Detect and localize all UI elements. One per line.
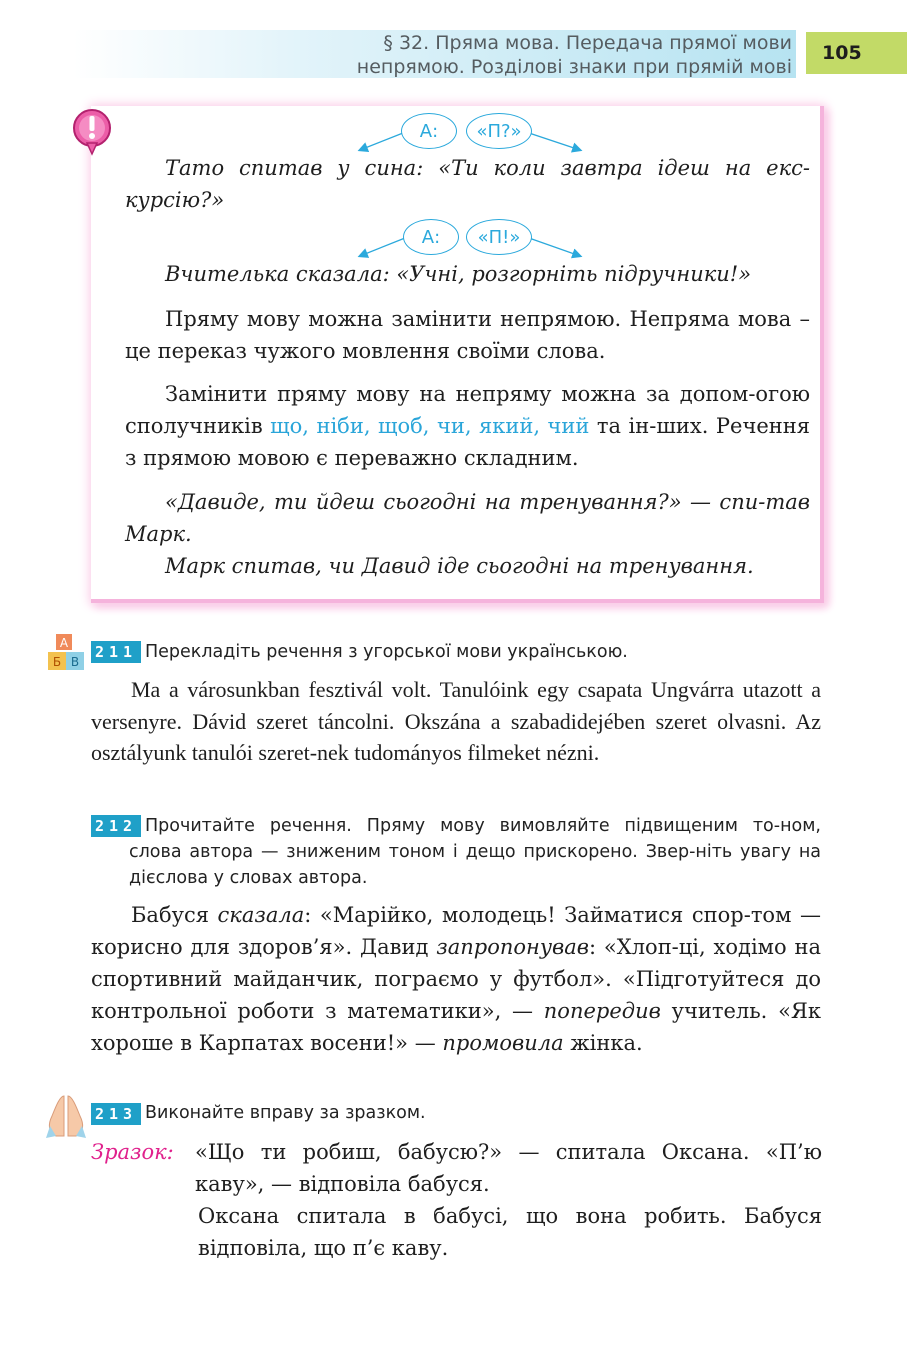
example-exclamation: Вчителька сказала: «Учні, розгорніть підручники!» [165, 262, 752, 286]
exercise-211-number: 211 [91, 641, 141, 663]
example-question: Тато спитав у сина: «Ти коли завтра ідеш на екс-курсію?» [125, 156, 810, 212]
section-title-line1: § 32. Пряма мова. Передача прямої мови [383, 32, 792, 54]
exercise-213-number: 213 [91, 1103, 141, 1125]
page-number: 105 [806, 32, 907, 74]
verb-suggested: запропонував [436, 935, 589, 959]
verb-warned: попередив [543, 999, 661, 1023]
conjunctions: що, ніби, щоб, чи, який, чий [270, 414, 590, 438]
section-title-line2: непрямою. Розділові знаки при прямій мові [356, 56, 792, 78]
sample-indirect: Оксана спитала в бабусі, що вона робить. Бабуся відповіла, що п’є каву. [198, 1204, 822, 1260]
sample-label: Зразок: [91, 1140, 174, 1164]
exercise-212-task: Прочитайте речення. Пряму мову вимовляйте підвищеним то-ном, слова автора — зниженим тоном і дещо прискорено. Звер-ніть увагу на дієслова у словах автора. [129, 816, 821, 888]
svg-text:В: В [70, 655, 80, 669]
rule-paragraph-1: Пряму мову можна замінити непрямою. Непряма мова – це переказ чужого мовлення своїми слова. [125, 307, 810, 363]
verb-uttered: промовила [442, 1031, 564, 1055]
section-title [192, 31, 792, 79]
verb-said: сказала [217, 903, 305, 927]
svg-text:Б: Б [52, 655, 62, 669]
svg-text:А: А [59, 636, 69, 650]
scheme1-speech-bubble: «П?» [466, 113, 532, 149]
exercise-212-text: Бабуся сказала: «Марійко, молодець! Займатися спор-том — корисно для здоров’я». Давид запропонував: «Хлоп-ці, ходімо на спортивний майданчик, пограємо у футбол». «Підготуйтеся до контрольної роботи з математики», — попередив учитель. «Як хороше в Карпатах восени!» — промовила жінка. [91, 903, 821, 1055]
scheme2-speech-bubble: «П!» [466, 219, 532, 255]
abc-blocks-icon [46, 632, 86, 674]
praying-hands-icon [42, 1090, 90, 1140]
scheme2-author-bubble: А: [403, 219, 459, 255]
sample-direct: «Що ти робиш, бабусю?» — спитала Оксана. «П’ю каву», — відповіла бабуся. [195, 1140, 822, 1196]
example-direct-speech: «Давиде, ти йдеш сьогодні на тренування?» — спи-тав Марк. [125, 490, 810, 546]
exercise-213-task: Виконайте вправу за зразком. [145, 1103, 426, 1123]
exercise-212-number: 212 [91, 815, 141, 837]
example-indirect-speech: Марк спитав, чи Давид іде сьогодні на тренування. [165, 554, 754, 578]
exercise-211-task: Перекладіть речення з угорської мови українською. [145, 642, 628, 662]
exercise-211-text: Ma a városunkban fesztivál volt. Tanulóink egy csapata Ungvárra utazott a versenyre. Dávid szeret táncolni. Okszána a szabadidejében szeret olvasni. Az osztályunk tanulói szeret-nek tudományos filmeket nézni. [91, 677, 821, 765]
scheme1-author-bubble: А: [401, 113, 457, 149]
exclamation-icon [72, 108, 112, 156]
rule-paragraph-2: Замінити пряму мову на непряму можна за допом-огою сполучників що, ніби, щоб, чи, який, чий та ін-ших. Речення з прямою мовою є переважно складним. [125, 382, 810, 470]
